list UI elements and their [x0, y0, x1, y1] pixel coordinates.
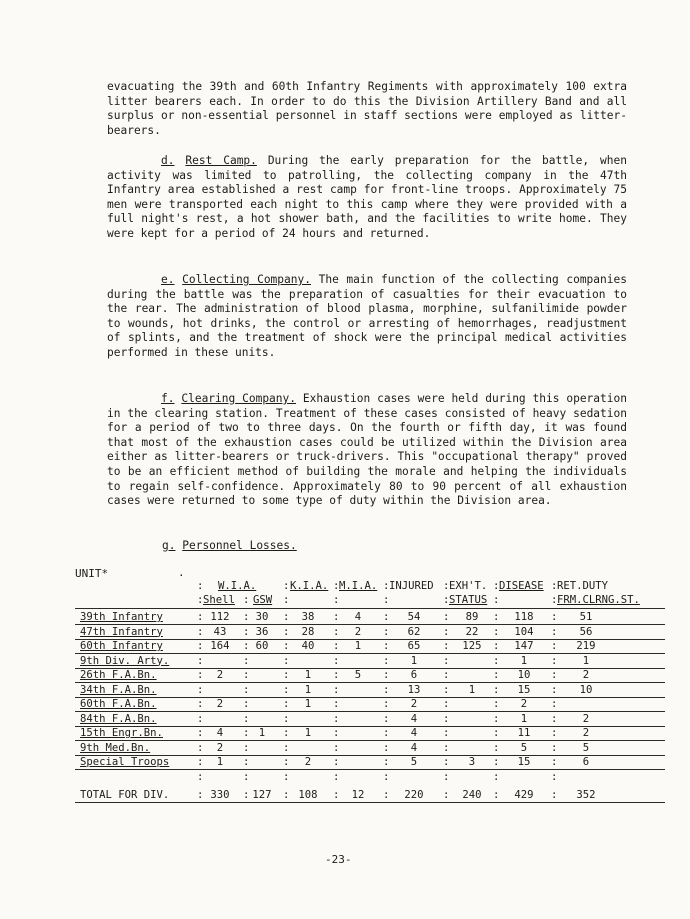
column-separator: :: [493, 698, 500, 710]
para-d-text: During the early preparation for the battle, when activity was limited to patrolling, the collecting company in the 47th Infantry area established a rest camp for front-line troops. Approximately 75 men were transported each night to this camp where they were provided with a full night's rest, a hot shower bath, and the facilities to write home. They were kept for a period of 24 hours and returned.: [107, 154, 627, 240]
column-separator: :: [283, 788, 290, 801]
column-separator: :: [243, 669, 250, 681]
cell-kia: 1: [304, 727, 312, 739]
cell-injured: 62: [407, 625, 421, 638]
para-d-label: d.: [161, 154, 175, 167]
column-separator: :: [333, 698, 340, 710]
column-separator: :: [551, 698, 558, 710]
table-row: [75, 713, 665, 727]
column-separator: :: [443, 712, 450, 725]
column-separator: :: [443, 611, 450, 623]
para-f-text: Exhaustion cases were held during this operation in the clearing station. Treatment of these cases consisted of heavy sedation for a period of two to three days. On the fourth or fifth day, it was found that most of the exhaustion cases could be utilized within the Division area either as litter-bearers or truck-drivers. This "occupational therapy" proved to be an efficient method of building the morale and helping the individuals to regain self-confidence. Approximately 80 to 90 percent of all exhaustion cases were returned to some type of duty within the Division area.: [107, 392, 627, 508]
table-row: [75, 655, 665, 669]
column-separator: :: [243, 712, 250, 725]
column-separator: :: [383, 756, 390, 768]
cell-exh: 240: [462, 788, 482, 801]
header-disease: DISEASE: [499, 580, 544, 592]
column-separator: :: [551, 611, 558, 623]
cell-kia: 1: [304, 669, 312, 681]
row-unit: 26th F.A.Bn.: [80, 669, 157, 681]
table-row: [75, 669, 665, 683]
column-separator: :: [383, 712, 390, 725]
cell-injured: 6: [410, 669, 418, 681]
column-separator: :: [197, 625, 204, 638]
column-separator: :: [383, 698, 390, 710]
cell-kia: 28: [301, 625, 315, 638]
cell-injured: 1: [410, 654, 418, 667]
column-separator: :: [283, 756, 290, 768]
cell-disease: 11: [517, 727, 531, 739]
row-rule: [75, 802, 665, 803]
header-wia: W.I.A.: [218, 580, 257, 592]
table-unit-label: UNIT*: [75, 567, 109, 580]
column-separator: :: [197, 727, 204, 739]
column-separator: :: [493, 625, 500, 638]
cell-ret: 352: [576, 788, 596, 801]
table-row: [75, 727, 665, 741]
column-separator: :: [551, 654, 558, 667]
table-row: [75, 742, 665, 756]
column-separator: :: [493, 611, 500, 623]
column-separator: :: [283, 640, 290, 652]
cell-ret: 56: [579, 625, 593, 638]
cell-shell: 164: [210, 640, 230, 652]
cell-mia: 4: [354, 611, 362, 623]
column-separator: :: [333, 683, 340, 696]
column-separator: :: [383, 741, 390, 754]
column-separator: :: [283, 727, 290, 739]
row-unit: 60th F.A.Bn.: [80, 698, 157, 710]
table-row: [75, 611, 665, 625]
table-spacer-row: [75, 771, 665, 785]
column-separator: :: [443, 698, 450, 710]
cell-disease: 1: [520, 654, 528, 667]
column-separator: :: [551, 770, 558, 783]
column-separator: :: [197, 741, 204, 754]
cell-kia: 108: [298, 788, 318, 801]
table-header-row-2: : Shell : GSW : : : : STATUS : : FRM.CLRNG.ST.: [197, 594, 640, 606]
para-e-text: The main function of the collecting companies during the battle was the preparation of casualties for their evacuation to the rear. The administration of blood plasma, morphine, sulfanilimide powder to wounds, hot drinks, the control or arresting of hemorrhages, readjustment of splints, and the treatment of shock were the principal medical activities performed in these units.: [107, 273, 627, 359]
column-separator: :: [551, 625, 558, 638]
header-frm-clrng: FRM.CLRNG.ST.: [557, 594, 640, 606]
cell-injured: 2: [410, 698, 418, 710]
row-unit: 84th F.A.Bn.: [80, 712, 157, 725]
column-separator: :: [551, 669, 558, 681]
column-separator: :: [493, 770, 500, 783]
cell-disease: 429: [514, 788, 534, 801]
cell-gsw: 1: [258, 727, 266, 739]
row-unit: 9th Div. Arty.: [80, 654, 170, 667]
column-separator: :: [383, 770, 390, 783]
column-separator: :: [197, 698, 204, 710]
cell-ret: 6: [582, 756, 590, 768]
paragraph-d: [107, 154, 627, 242]
column-separator: :: [283, 669, 290, 681]
cell-disease: 2: [520, 698, 528, 710]
table-row: [75, 756, 665, 770]
row-unit: 34th F.A.Bn.: [80, 683, 157, 696]
column-separator: :: [551, 683, 558, 696]
column-separator: :: [333, 611, 340, 623]
header-shell: Shell: [203, 594, 235, 606]
column-separator: :: [383, 654, 390, 667]
para-g-title: Personnel Losses.: [182, 539, 297, 552]
cell-injured: 220: [404, 788, 424, 801]
column-separator: :: [197, 770, 204, 783]
column-separator: :: [443, 770, 450, 783]
column-separator: :: [283, 683, 290, 696]
column-separator: :: [243, 741, 250, 754]
cell-exh: 125: [462, 640, 482, 652]
row-unit: 47th Infantry: [80, 625, 163, 638]
column-separator: :: [333, 640, 340, 652]
para-d-title: Rest Camp.: [185, 154, 257, 167]
cell-exh: 3: [468, 756, 476, 768]
column-separator: :: [197, 756, 204, 768]
paragraph-f: [107, 392, 627, 509]
column-separator: :: [443, 669, 450, 681]
header-kia: K.I.A.: [290, 580, 329, 592]
cell-disease: 10: [517, 669, 531, 681]
column-separator: :: [243, 727, 250, 739]
table-header-row-1: : W.I.A. : K.I.A. : M.I.A. : INJURED : EXH'T. : DISEASE : RET.DUTY: [197, 580, 609, 592]
cell-disease: 1: [520, 712, 528, 725]
cell-mia: 1: [354, 640, 362, 652]
column-separator: :: [333, 669, 340, 681]
column-separator: :: [551, 712, 558, 725]
cell-shell: 112: [210, 611, 230, 623]
cell-kia: 1: [304, 698, 312, 710]
row-unit: 39th Infantry: [80, 611, 163, 623]
column-separator: :: [443, 756, 450, 768]
cell-injured: 65: [407, 640, 421, 652]
cell-ret: 2: [582, 727, 590, 739]
column-separator: :: [443, 683, 450, 696]
row-unit: 15th Engr.Bn.: [80, 727, 163, 739]
column-separator: :: [551, 640, 558, 652]
row-unit: 60th Infantry: [80, 640, 163, 652]
column-separator: :: [243, 654, 250, 667]
cell-shell: 2: [216, 741, 224, 754]
column-separator: :: [493, 683, 500, 696]
column-separator: :: [551, 756, 558, 768]
column-separator: :: [333, 727, 340, 739]
column-separator: :: [283, 698, 290, 710]
column-separator: :: [283, 770, 290, 783]
cell-injured: 13: [407, 683, 421, 696]
column-separator: :: [551, 741, 558, 754]
table-rule: [75, 608, 665, 609]
cell-shell: 1: [216, 756, 224, 768]
table-row: [75, 626, 665, 640]
para-g-label: g.: [162, 539, 176, 552]
column-separator: :: [197, 640, 204, 652]
header-mia: M.I.A.: [339, 580, 378, 592]
cell-disease: 147: [514, 640, 534, 652]
cell-injured: 5: [410, 756, 418, 768]
column-separator: :: [197, 669, 204, 681]
cell-gsw: 36: [255, 625, 269, 638]
column-separator: :: [333, 788, 340, 801]
column-separator: :: [197, 683, 204, 696]
column-separator: :: [383, 683, 390, 696]
table-row: [75, 684, 665, 698]
cell-kia: 38: [301, 611, 315, 623]
cell-ret: 2: [582, 712, 590, 725]
cell-disease: 104: [514, 625, 534, 638]
column-separator: :: [443, 788, 450, 801]
cell-ret: 1: [582, 654, 590, 667]
column-separator: :: [197, 712, 204, 725]
cell-mia: 2: [354, 625, 362, 638]
cell-shell: 330: [210, 788, 230, 801]
cell-kia: 40: [301, 640, 315, 652]
column-separator: :: [383, 669, 390, 681]
cell-kia: 1: [304, 683, 312, 696]
cell-ret: 5: [582, 741, 590, 754]
header-ret-duty: RET.DUTY: [557, 580, 609, 592]
column-separator: :: [443, 654, 450, 667]
cell-shell: 2: [216, 698, 224, 710]
cell-ret: 219: [576, 640, 596, 652]
column-separator: :: [443, 727, 450, 739]
cell-exh: 22: [465, 625, 479, 638]
column-separator: :: [333, 741, 340, 754]
column-separator: :: [383, 788, 390, 801]
cell-ret: 51: [579, 611, 593, 623]
cell-gsw: 30: [255, 611, 269, 623]
column-separator: :: [551, 727, 558, 739]
row-unit: Special Troops: [80, 756, 170, 768]
column-separator: :: [383, 625, 390, 638]
column-separator: :: [493, 654, 500, 667]
column-separator: :: [333, 654, 340, 667]
para-e-label: e.: [161, 273, 175, 286]
column-separator: :: [383, 727, 390, 739]
column-separator: :: [243, 625, 250, 638]
row-unit: 9th Med.Bn.: [80, 741, 151, 754]
cell-gsw: 60: [255, 640, 269, 652]
cell-injured: 4: [410, 741, 418, 754]
column-separator: :: [243, 788, 250, 801]
table-row: [75, 789, 665, 803]
cell-disease: 15: [517, 683, 531, 696]
header-gsw: GSW: [253, 594, 273, 606]
column-separator: :: [243, 756, 250, 768]
column-separator: :: [493, 640, 500, 652]
table-row: [75, 640, 665, 654]
row-unit: TOTAL FOR DIV.: [80, 788, 170, 801]
cell-injured: 4: [410, 712, 418, 725]
cell-shell: 43: [213, 625, 227, 638]
column-separator: :: [493, 727, 500, 739]
stray-dot: ·: [178, 569, 185, 582]
column-separator: :: [243, 640, 250, 652]
column-separator: :: [383, 640, 390, 652]
column-separator: :: [333, 625, 340, 638]
cell-kia: 2: [304, 756, 312, 768]
column-separator: :: [443, 625, 450, 638]
column-separator: :: [243, 611, 250, 623]
cell-disease: 5: [520, 741, 528, 754]
cell-shell: 4: [216, 727, 224, 739]
cell-disease: 15: [517, 756, 531, 768]
cell-shell: 2: [216, 669, 224, 681]
cell-disease: 118: [514, 611, 534, 623]
header-injured: INJURED: [389, 580, 434, 592]
column-separator: :: [493, 712, 500, 725]
header-status: STATUS: [449, 594, 488, 606]
para-e-title: Collecting Company.: [182, 273, 311, 286]
column-separator: :: [283, 712, 290, 725]
cell-gsw: 127: [252, 788, 272, 801]
column-separator: :: [493, 788, 500, 801]
column-separator: :: [333, 756, 340, 768]
column-separator: :: [493, 741, 500, 754]
column-separator: :: [493, 756, 500, 768]
page-number: -23-: [325, 853, 352, 866]
column-separator: :: [197, 788, 204, 801]
column-separator: :: [197, 654, 204, 667]
column-separator: :: [283, 741, 290, 754]
column-separator: :: [197, 611, 204, 623]
header-exh: EXH'T.: [449, 580, 488, 592]
cell-ret: 2: [582, 669, 590, 681]
table-row: [75, 698, 665, 712]
column-separator: :: [333, 712, 340, 725]
column-separator: :: [551, 788, 558, 801]
cell-exh: 1: [468, 683, 476, 696]
column-separator: :: [283, 654, 290, 667]
column-separator: :: [493, 669, 500, 681]
cell-mia: 12: [351, 788, 365, 801]
cell-injured: 4: [410, 727, 418, 739]
column-separator: :: [443, 741, 450, 754]
column-separator: :: [243, 770, 250, 783]
column-separator: :: [243, 683, 250, 696]
column-separator: :: [283, 611, 290, 623]
column-separator: :: [333, 770, 340, 783]
paragraph-e: [107, 273, 627, 361]
para-f-title: Clearing Company.: [181, 392, 296, 405]
column-separator: :: [383, 611, 390, 623]
paragraph-c-continued: evacuating the 39th and 60th Infantry Regiments with approximately 100 extra litter bearers each. In order to do this the Division Artillery Band and all surplus or non-essential personnel in staff sections were employed as litter-bearers.: [107, 80, 627, 137]
cell-exh: 89: [465, 611, 479, 623]
paragraph-g-heading: [162, 539, 297, 552]
column-separator: :: [443, 640, 450, 652]
cell-ret: 10: [579, 683, 593, 696]
column-separator: :: [243, 698, 250, 710]
cell-injured: 54: [407, 611, 421, 623]
para-f-label: f.: [161, 392, 175, 405]
cell-mia: 5: [354, 669, 362, 681]
column-separator: :: [283, 625, 290, 638]
